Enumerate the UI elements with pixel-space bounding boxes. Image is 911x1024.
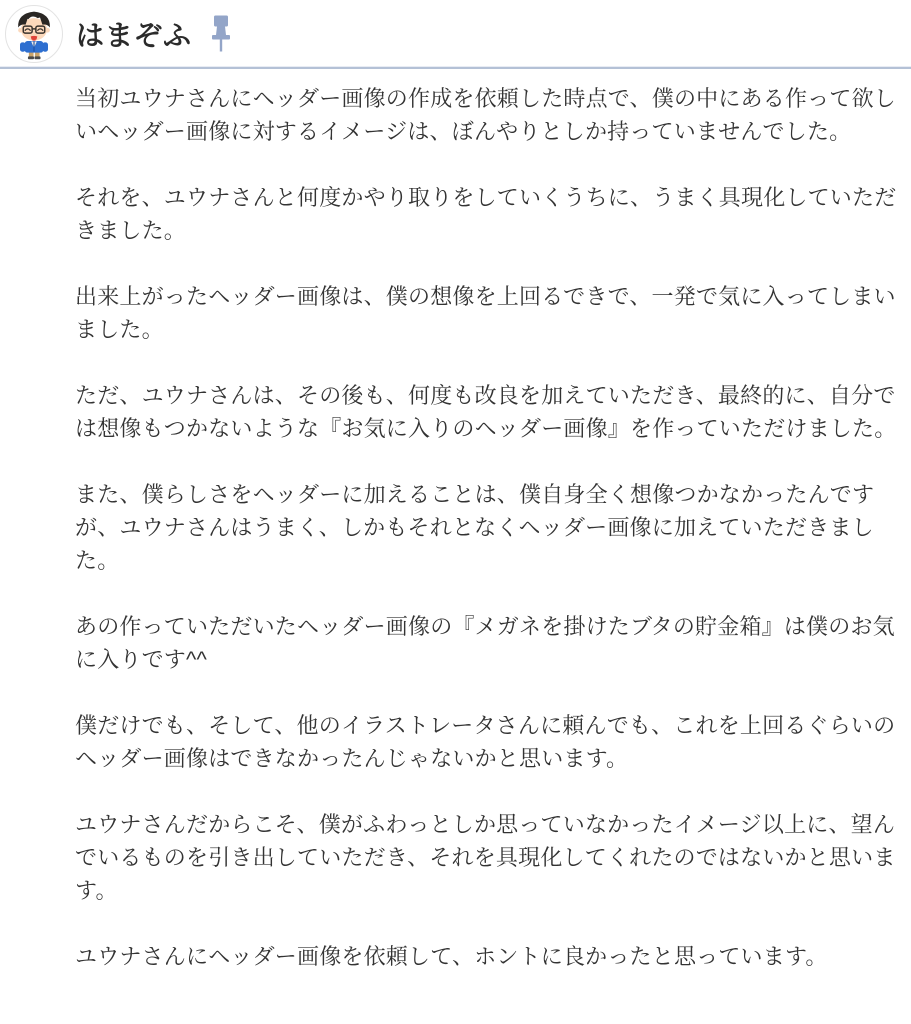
post-paragraph: ユウナさんにヘッダー画像を依頼して、ホントに良かったと思っています。 [75, 944, 828, 969]
pushpin-icon [209, 15, 233, 53]
post-paragraph: 当初ユウナさんにヘッダー画像の作成を依頼した時点で、僕の中にある作って欲しいヘッダー画像に対するイメージは、ぼんやりとしか持っていませんでした。 [75, 86, 896, 144]
post-paragraph: ユウナさんだからこそ、僕がふわっとしか思っていなかったイメージ以上に、望んでいるものを引き出していただき、それを具現化してくれたのではないかと思います。 [75, 812, 896, 903]
avatar-cartoon-boy-icon [6, 6, 62, 62]
post-paragraph: 出来上がったヘッダー画像は、僕の想像を上回るできで、一発で気に入ってしまいました。 [75, 284, 896, 342]
post-body [0, 69, 911, 973]
post-paragraph: また、僕らしさをヘッダーに加えることは、僕自身全く想像つかなかったんですが、ユウナさんはうまく、しかもそれとなくヘッダー画像に加えていただきました。 [75, 482, 875, 573]
username[interactable]: はまぞふ [76, 20, 193, 51]
post-paragraph: あの作っていただいたヘッダー画像の『メガネを掛けたブタの貯金箱』は僕のお気に入りです^^ [75, 614, 895, 672]
post-header [0, 0, 911, 64]
post-paragraph: それを、ユウナさんと何度かやり取りをしていくうちに、うまく具現化していただきました。 [75, 185, 897, 243]
avatar[interactable] [5, 5, 63, 63]
post-paragraph: 僕だけでも、そして、他のイラストレータさんに頼んでも、これを上回るぐらいのヘッダー画像はできなかったんじゃないかと思います。 [75, 713, 896, 771]
post-paragraph: ただ、ユウナさんは、その後も、何度も改良を加えていただき、最終的に、自分では想像もつかないような『お気に入りのヘッダー画像』を作っていただけました。 [75, 383, 897, 441]
